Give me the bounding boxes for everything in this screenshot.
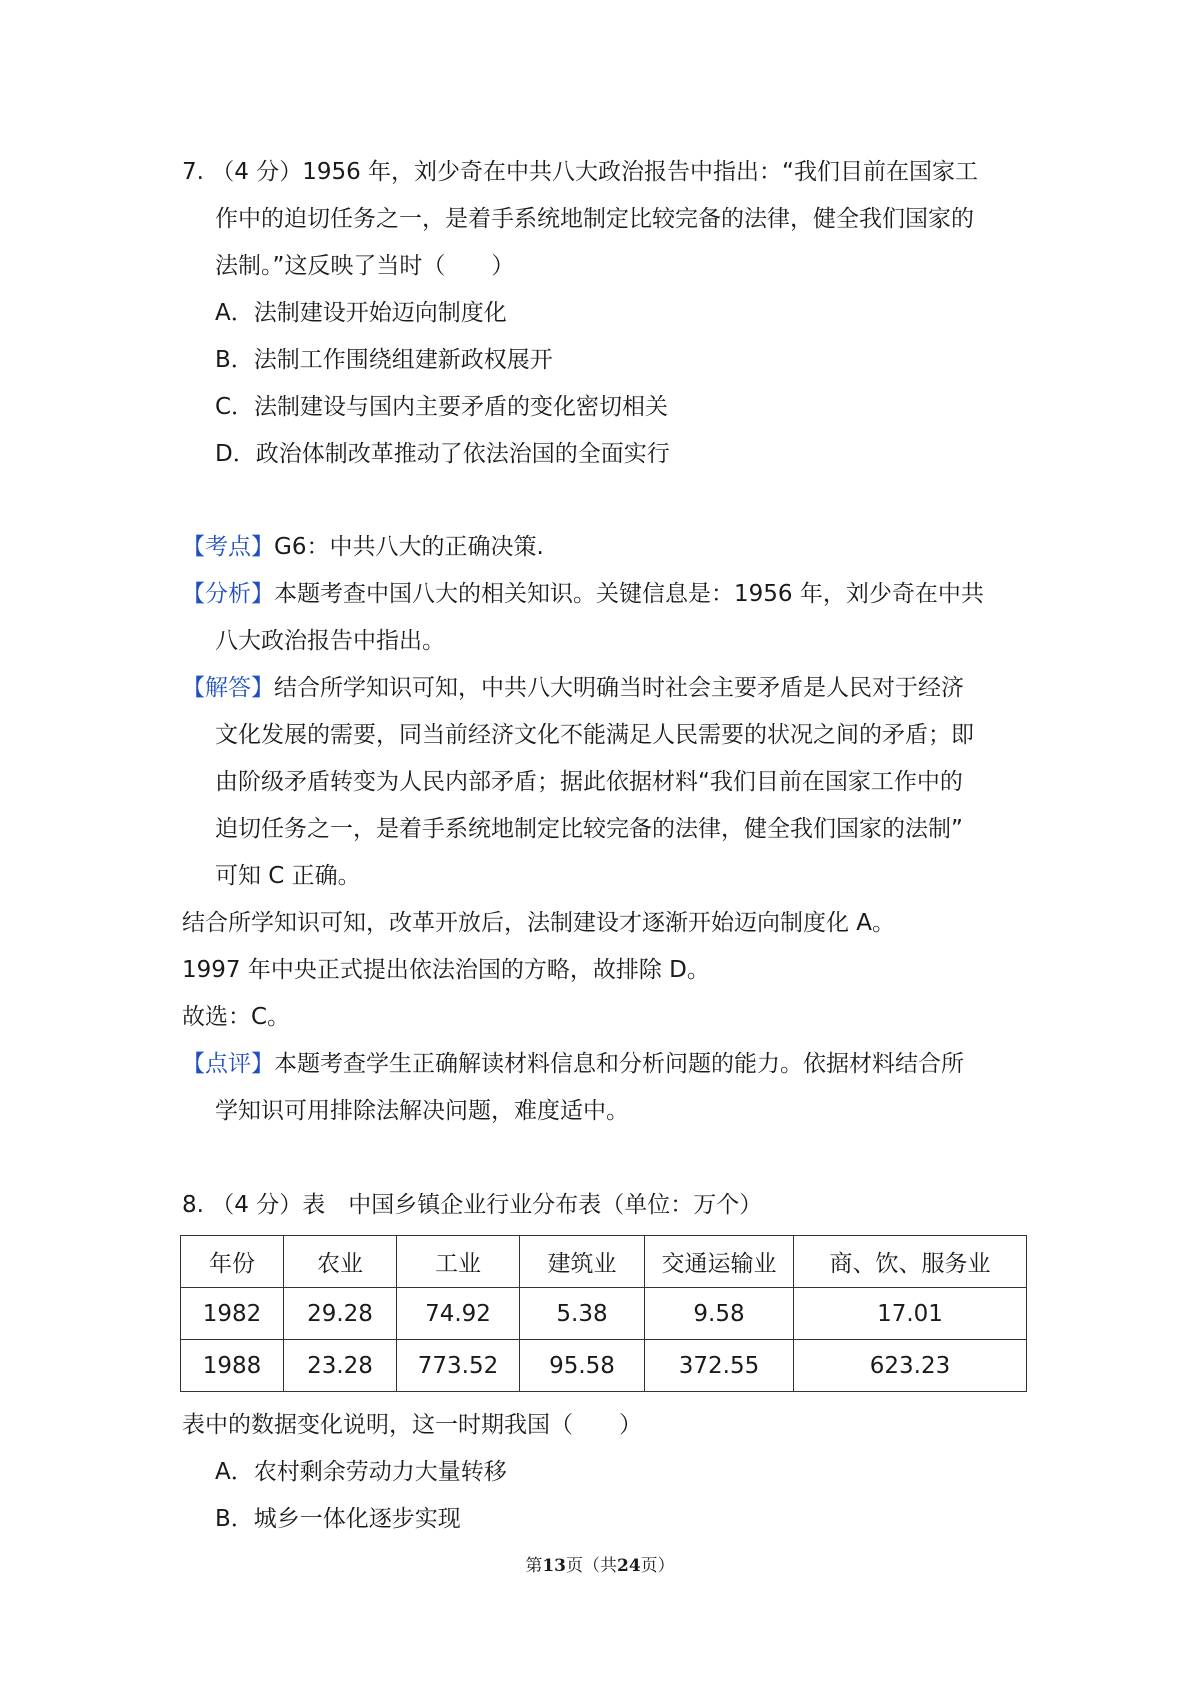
q7-stem-line-2: 作中的迫切任务之一，是着手系统地制定比较完备的法律，健全我们国家的 <box>215 206 974 232</box>
q7-dianping-line-1 <box>182 1049 964 1079</box>
table-header-cell: 建筑业 <box>520 1236 645 1288</box>
q7-jieda-line-3: 由阶级矛盾转变为人民内部矛盾；据此依据材料“我们目前在国家工作中的 <box>215 769 963 795</box>
fenxi-tag: 【分析】 <box>182 581 274 607</box>
q7-extra-line-2: 1997 年中央正式提出依法治国的方略，故排除 D。 <box>182 957 710 983</box>
q8-data-table <box>180 1235 1027 1392</box>
table-cell: 23.28 <box>284 1340 397 1392</box>
jieda-text-1: 结合所学知识可知，中共八大明确当时社会主要矛盾是人民对于经济 <box>274 675 964 701</box>
footer-page-number: 13 <box>542 1556 566 1576</box>
table-cell: 1982 <box>181 1288 284 1340</box>
q7-kaodian <box>182 532 544 562</box>
q7-jieda-line-4: 迫切任务之一，是着手系统地制定比较完备的法律，健全我们国家的法制” <box>215 816 963 842</box>
q7-option-b: B．法制工作围绕组建新政权展开 <box>215 347 553 373</box>
q7-stem-line-1: 7. （4 分）1956 年，刘少奇在中共八大政治报告中指出：“我们目前在国家工 <box>182 159 978 185</box>
q7-option-a: A．法制建设开始迈向制度化 <box>215 300 507 326</box>
table-header-cell: 年份 <box>181 1236 284 1288</box>
q7-extra-line-1: 结合所学知识可知，改革开放后，法制建设才逐渐开始迈向制度化 A。 <box>182 910 896 936</box>
q7-jieda-line-5: 可知 C 正确。 <box>215 863 361 889</box>
footer-total-pages: 24 <box>617 1556 641 1576</box>
kaodian-tag: 【考点】 <box>182 534 274 560</box>
table-cell: 5.38 <box>520 1288 645 1340</box>
kaodian-text: G6：中共八大的正确决策. <box>274 534 544 560</box>
dianping-tag: 【点评】 <box>182 1051 274 1077</box>
footer-prefix: 第 <box>525 1556 543 1576</box>
dianping-text-1: 本题考查学生正确解读材料信息和分析问题的能力。依据材料结合所 <box>274 1051 964 1077</box>
table-cell: 74.92 <box>397 1288 520 1340</box>
table-cell: 29.28 <box>284 1288 397 1340</box>
table-row <box>181 1288 1027 1340</box>
table-header-cell: 商、饮、服务业 <box>794 1236 1027 1288</box>
page-footer <box>0 1553 1200 1579</box>
q7-jieda-line-1 <box>182 673 964 703</box>
table-cell: 95.58 <box>520 1340 645 1392</box>
table-cell: 17.01 <box>794 1288 1027 1340</box>
q7-fenxi-line-2: 八大政治报告中指出。 <box>215 628 445 654</box>
q8-stem: 8. （4 分）表 中国乡镇企业行业分布表（单位：万个） <box>182 1192 763 1218</box>
q8-option-a: A．农村剩余劳动力大量转移 <box>215 1459 507 1485</box>
table-header-cell: 农业 <box>284 1236 397 1288</box>
q7-stem-line-3: 法制。”这反映了当时（ ） <box>215 253 515 279</box>
q8-question: 表中的数据变化说明，这一时期我国（ ） <box>182 1412 642 1438</box>
q7-jieda-line-2: 文化发展的需要，同当前经济文化不能满足人民需要的状况之间的矛盾；即 <box>215 722 974 748</box>
table-cell: 623.23 <box>794 1340 1027 1392</box>
q7-option-c: C．法制建设与国内主要矛盾的变化密切相关 <box>215 394 669 420</box>
table-cell: 9.58 <box>645 1288 794 1340</box>
table-cell: 1988 <box>181 1340 284 1392</box>
table-cell: 372.55 <box>645 1340 794 1392</box>
q7-extra-line-3: 故选：C。 <box>182 1004 291 1030</box>
footer-middle: 页（共 <box>566 1556 617 1576</box>
table-row <box>181 1340 1027 1392</box>
q7-fenxi-line-1 <box>182 579 984 609</box>
table-header-cell: 工业 <box>397 1236 520 1288</box>
table-cell: 773.52 <box>397 1340 520 1392</box>
q8-option-b: B．城乡一体化逐步实现 <box>215 1506 461 1532</box>
table-header-cell: 交通运输业 <box>645 1236 794 1288</box>
q7-dianping-line-2: 学知识可用排除法解决问题，难度适中。 <box>215 1098 629 1124</box>
q7-option-d: D．政治体制改革推动了依法治国的全面实行 <box>215 441 670 467</box>
fenxi-text-1: 本题考查中国八大的相关知识。关键信息是：1956 年，刘少奇在中共 <box>274 581 984 607</box>
footer-suffix: 页） <box>640 1556 675 1576</box>
table-header-row <box>181 1236 1027 1288</box>
jieda-tag: 【解答】 <box>182 675 274 701</box>
